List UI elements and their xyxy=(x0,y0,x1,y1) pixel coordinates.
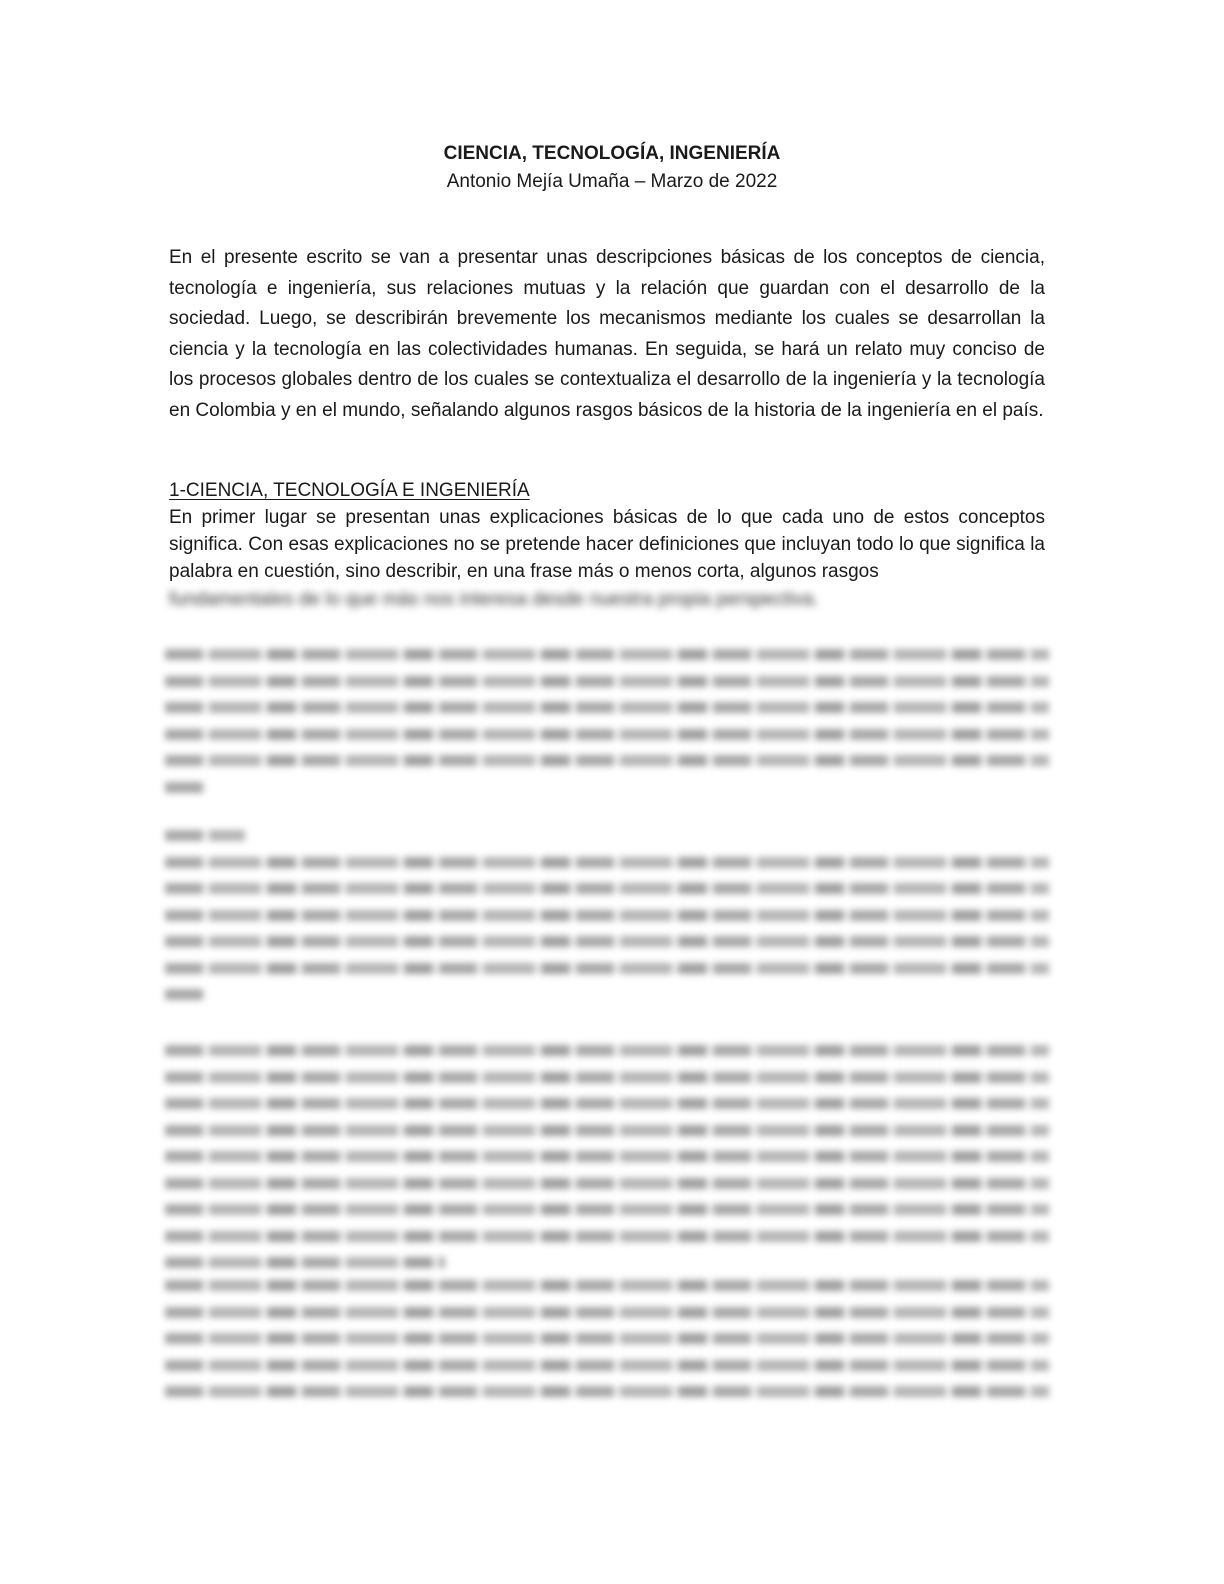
blurred-paragraph xyxy=(165,649,1049,808)
document-title: CIENCIA, TECNOLOGÍA, INGENIERÍA xyxy=(443,143,781,164)
blurred-paragraph xyxy=(165,1280,1049,1413)
blurred-paragraph xyxy=(165,1045,1049,1284)
intro-paragraph: En el presente escrito se van a presentar unas descripciones básicas de los conceptos de ciencia, tecnología e ingeniería, sus relaciones mutuas y la relación que guardan con el desarrollo de la sociedad. Luego, se describirán brevemente los mecanismos mediante los cuales se desarrollan la ciencia y la tecnología en las colectividades humanas. En seguida, se hará un relato muy conciso de los procesos globales dentro de los cuales se contextualiza el desarrollo de la ingeniería y la tecnología en Colombia y en el mundo, señalando algunos rasgos básicos de la historia de la ingeniería en el país. xyxy=(169,247,1045,421)
document-author-date: Antonio Mejía Umaña – Marzo de 2022 xyxy=(446,171,778,192)
blurred-paragraph-tail: fundamentales de lo que más nos interesa desde nuestra propia perspectiva. xyxy=(169,589,819,610)
section-paragraph: En primer lugar se presentan unas explicaciones básicas de lo que cada uno de estos conceptos significa. Con esas explicaciones no se pretende hacer definiciones que incluyan todo lo que significa la palabra en cuestión, sino describir, en una frase más o menos corta, algunos rasgos xyxy=(169,507,1045,582)
section-heading: 1-CIENCIA, TECNOLOGÍA E INGENIERÍA xyxy=(169,480,530,501)
blurred-paragraph xyxy=(165,830,1049,1016)
